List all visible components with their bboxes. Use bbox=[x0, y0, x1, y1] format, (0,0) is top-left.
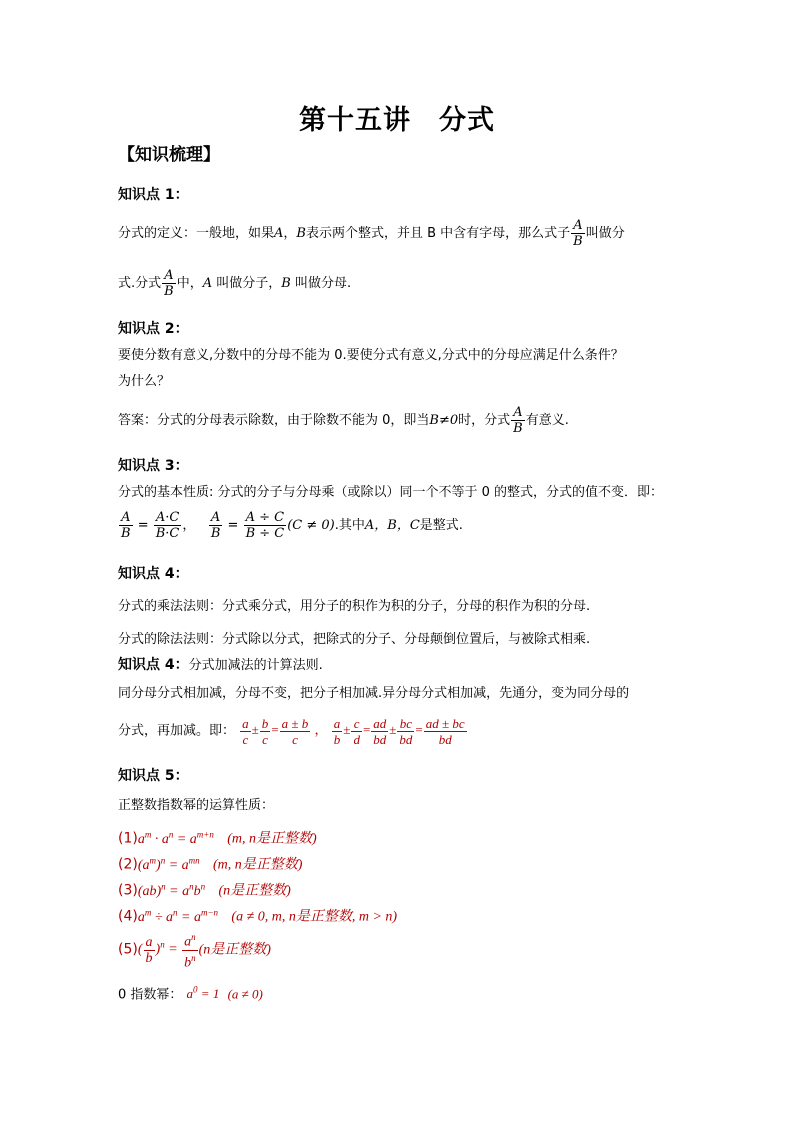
rule-index: (1) bbox=[118, 830, 138, 847]
fraction bbox=[424, 716, 467, 747]
fraction bbox=[154, 510, 182, 541]
rule-condition: (n是正整数) bbox=[198, 942, 271, 958]
addition-formula bbox=[239, 716, 468, 747]
rule-index: (5) bbox=[118, 941, 138, 958]
numerator: bc bbox=[399, 716, 413, 731]
comma: ， bbox=[182, 518, 196, 533]
kp3-heading: 知识点 3： bbox=[118, 458, 189, 474]
numerator: ad bbox=[373, 716, 387, 731]
kp4b-heading-line bbox=[118, 655, 323, 676]
denominator: B bbox=[573, 234, 583, 249]
tail-text: 是整式. bbox=[419, 518, 463, 533]
denominator: bd bbox=[438, 732, 452, 747]
kp5-heading: 知识点 5： bbox=[118, 768, 189, 784]
denominator: B bbox=[513, 421, 523, 436]
rule-4 bbox=[118, 902, 397, 928]
rule-formula: $(ab)^n = a^nb^n$ bbox=[137, 881, 206, 899]
rule-index: (3) bbox=[118, 882, 138, 899]
fraction bbox=[371, 716, 388, 747]
equals: = bbox=[362, 722, 371, 738]
tail-text: .其中 bbox=[334, 518, 365, 533]
denominator: B bbox=[121, 526, 131, 541]
fraction-a-over-b bbox=[511, 405, 525, 436]
zero-condition: (a ≠ 0) bbox=[227, 986, 263, 1002]
rule-formula: ( $\frac{a}{b}$ )$^n$ = $\frac{a^n}{b^n}$ bbox=[137, 932, 196, 971]
comma: ， bbox=[283, 226, 297, 241]
kp1-line2 bbox=[118, 268, 351, 299]
denominator: d bbox=[353, 732, 360, 747]
equals: = bbox=[227, 518, 239, 533]
fraction bbox=[332, 716, 343, 747]
kp1-heading: 知识点 1： bbox=[118, 187, 189, 203]
kp4b-line1: 同分母分式相加减，分母不变，把分子相加减.异分母分式相加减，先通分，变为同分母的 bbox=[118, 686, 630, 701]
rule-1 bbox=[118, 824, 317, 850]
kp2-answer bbox=[118, 405, 569, 436]
kp4b-line2 bbox=[118, 716, 468, 747]
plus-minus: ± bbox=[389, 722, 397, 738]
numerator: A bbox=[513, 405, 523, 420]
rule-2 bbox=[118, 850, 302, 876]
rule-formula: $a^m \cdot a^n = a^{m+n}$ bbox=[137, 829, 214, 847]
numerator: A·C bbox=[155, 510, 180, 525]
kp4b-heading: 知识点 4： bbox=[118, 657, 189, 673]
kp3-line1: 分式的基本性质: 分式的分子与分母乘（或除以）同一个不等于 0 的整式，分式的值不变．即： bbox=[118, 485, 664, 500]
var-b: B bbox=[296, 226, 306, 241]
kp3-formula bbox=[118, 510, 463, 541]
numerator: A bbox=[121, 510, 131, 525]
rule-condition: (a ≠ 0, m, n是正整数, m > n) bbox=[231, 909, 398, 925]
zero-exponent bbox=[118, 980, 263, 1005]
denominator: bd bbox=[399, 732, 413, 747]
fraction-a-over-b bbox=[571, 218, 585, 249]
rule-condition: (m, n是正整数) bbox=[227, 831, 317, 847]
rule-formula: $(a^m)^n = a^{mn}$ bbox=[137, 855, 200, 873]
plus-minus: ± bbox=[343, 722, 351, 738]
rule-formula: $a^m \div a^n = a^{m-n}$ bbox=[137, 907, 219, 925]
rule-5 bbox=[118, 930, 271, 970]
equals: = bbox=[415, 722, 423, 738]
denominator: c bbox=[242, 732, 249, 747]
numerator: a bbox=[333, 716, 341, 731]
denominator: bd bbox=[373, 732, 387, 747]
kp2-line2: 为什么？ bbox=[118, 374, 171, 389]
answer-text: 有意义. bbox=[525, 413, 569, 428]
kp1-text: 叫做分 bbox=[585, 226, 625, 241]
denominator: B bbox=[164, 284, 174, 299]
div-rule: 分式的除法法则：分式除以分式，把除式的分子、分母颠倒位置后，与被除式相乘. bbox=[118, 632, 591, 647]
denominator: B·C bbox=[155, 526, 180, 541]
kp4a-heading: 知识点 4： bbox=[118, 566, 189, 582]
rule-condition: (n是正整数) bbox=[218, 883, 291, 899]
fraction bbox=[240, 716, 251, 747]
numerator: b bbox=[261, 716, 269, 731]
kp1-text: 叫做分子， bbox=[216, 276, 282, 291]
numerator: A ÷ C bbox=[245, 510, 285, 525]
zero-label: 0 指数幂： bbox=[118, 987, 183, 1003]
separator: ， bbox=[314, 722, 328, 738]
numerator: A bbox=[573, 218, 583, 233]
rule-index: (4) bbox=[118, 908, 138, 925]
rule-index: (2) bbox=[118, 856, 138, 873]
fraction-a-over-b bbox=[162, 268, 176, 299]
denominator: B bbox=[210, 526, 221, 541]
numerator: a bbox=[242, 716, 249, 731]
kp1-text: 表示两个整式，并且 B 中含有字母，那么式子 bbox=[305, 226, 571, 241]
numerator: c bbox=[353, 716, 360, 731]
kp2-heading: 知识点 2： bbox=[118, 321, 189, 337]
mul-rule: 分式的乘法法则：分式乘分式，用分子的积作为积的分子，分母的积作为积的分母. bbox=[118, 599, 591, 614]
kp2-line1: 要使分数有意义,分数中的分母不能为 0.要使分式有意义,分式中的分母应满足什么条件？ bbox=[118, 348, 624, 363]
fraction bbox=[119, 510, 133, 541]
section-heading: 【知识梳理】 bbox=[118, 145, 220, 165]
equals: = bbox=[137, 518, 149, 533]
fraction bbox=[280, 716, 311, 747]
numerator: A bbox=[210, 510, 221, 525]
fraction bbox=[209, 510, 223, 541]
kp5-intro: 正整数指数幂的运算性质： bbox=[118, 798, 275, 813]
fraction bbox=[397, 716, 414, 747]
var-a: A bbox=[202, 276, 213, 291]
kp1-text: 式.分式 bbox=[118, 276, 162, 291]
rule-condition: (m, n是正整数) bbox=[213, 857, 303, 873]
equals: = bbox=[271, 722, 279, 738]
kp4b-heading-tail: 分式加减法的计算法则. bbox=[188, 658, 323, 673]
kp4b-text: 分式，再加减。即： bbox=[118, 723, 236, 739]
numerator: a ± b bbox=[281, 716, 309, 731]
zero-formula: $a^0 = 1$ bbox=[186, 985, 220, 1002]
var-a: A bbox=[274, 226, 284, 241]
denominator: b bbox=[333, 732, 341, 747]
kp1-text: 中， bbox=[176, 276, 203, 291]
fraction bbox=[244, 510, 287, 541]
numerator: ad ± bc bbox=[425, 716, 465, 731]
rule-3 bbox=[118, 876, 291, 902]
var-b: B bbox=[281, 276, 291, 291]
kp1-text: 分式的定义：一般地，如果 bbox=[118, 226, 275, 241]
answer-text: 答案：分式的分母表示除数，由于除数不能为 0，即当 bbox=[118, 413, 430, 428]
condition: (C ≠ 0) bbox=[287, 518, 335, 533]
fraction bbox=[351, 716, 362, 747]
denominator: B ÷ C bbox=[245, 526, 285, 541]
denominator: c bbox=[262, 732, 268, 747]
condition: B≠0 bbox=[429, 413, 459, 428]
fraction bbox=[260, 716, 271, 747]
variables: A，B，C bbox=[364, 518, 420, 533]
plus-minus: ± bbox=[251, 722, 259, 738]
answer-text: 时，分式 bbox=[458, 413, 511, 428]
kp1-text: 叫做分母. bbox=[294, 276, 352, 291]
page-title: 第十五讲 分式 bbox=[299, 105, 495, 136]
denominator: c bbox=[292, 732, 298, 747]
kp1-line1 bbox=[118, 218, 625, 249]
numerator: A bbox=[164, 268, 174, 283]
